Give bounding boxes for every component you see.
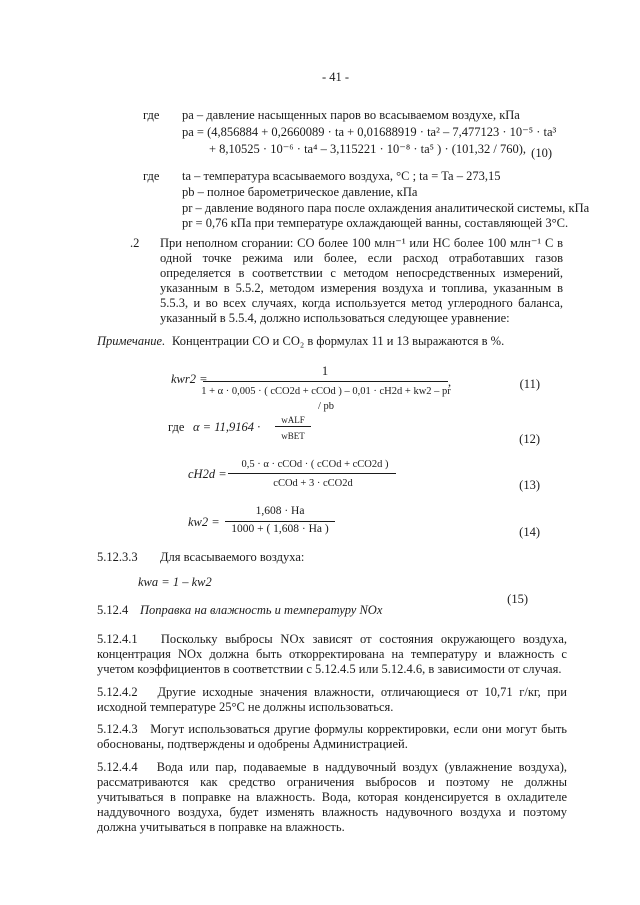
section-5-12-4-2-number: 5.12.4.2 <box>97 685 138 699</box>
equation-number-14: (14) <box>519 525 540 539</box>
equation-number-15: (15) <box>507 592 528 606</box>
eq13-fraction-bar <box>228 473 396 474</box>
eq13-lhs: cH2d = <box>188 467 227 481</box>
eq12-lhs: α = 11,9164 · <box>193 420 261 434</box>
pa-definition: pa – давление насыщенных паров во всасываемом воздухе, кПа <box>182 108 520 122</box>
eq12-fraction-bar <box>275 426 311 427</box>
eq14-lhs: kw2 = <box>188 515 220 529</box>
note-label: Примечание. <box>97 334 166 348</box>
section-5-12-4-4-number: 5.12.4.4 <box>97 760 138 774</box>
eq11-lhs: kwr2 = <box>171 372 208 386</box>
section-5-12-4-4-text: Вода или пар, подаваемые в наддувочный воздух (увлажнение воздуха), рассматриваются как средство ограничения выбросов и поэтому не должны учитываться в поправке на влажность. Вода, которая конденсируется в охладителе наддувочного воздуха, будет изменять влажность надувочного воздуха и поэтому должна учитываться в поправке на влажность. <box>97 760 567 834</box>
pa-formula-line2: + 8,10525 · 10⁻⁶ · ta⁴ – 3,115221 · 10⁻⁸ · ta⁵ ) · (101,32 / 760), <box>209 142 527 156</box>
section-5-12-4-1 <box>97 632 567 677</box>
where-label-1: где <box>143 108 160 122</box>
section-number: .2 <box>130 236 140 250</box>
pr-value: pr = 0,76 кПа при температуре охлаждающей ванны, составляющей 3°C. <box>182 216 569 230</box>
equation-number-10: (10) <box>531 146 552 160</box>
section-5-12-4-title: Поправка на влажность и температуру NOx <box>140 603 383 617</box>
eq12-where-label: где <box>168 420 185 434</box>
pr-definition: pr – давление водяного пара после охлаждения аналитической системы, кПа <box>182 201 590 215</box>
equation-number-12: (12) <box>519 432 540 446</box>
section-5-12-4-4 <box>97 760 567 835</box>
section-paragraph: При неполном сгорании: CO более 100 млн⁻¹ или HC более 100 млн⁻¹ C в одной точке режима или более, если расход отработавших газов определяется в соответствии с методом непосредственных измерений, указанным в 5.5.2, методом измерения воздуха и топлива, указанным в 5.5.3, и во всех случаях, когда используется метод углеродного баланса, указанный в 5.5.4, должно использоваться следующее уравнение: <box>160 236 563 325</box>
where-label-2: где <box>143 169 160 183</box>
section-5-12-3-3-number: 5.12.3.3 <box>97 550 138 564</box>
section-5-12-4-3-text: Могут использоваться другие формулы корректировки, если они могут быть обоснованы, подтверждены и одобрены Администрацией. <box>97 722 568 751</box>
section-5-12-4-number: 5.12.4 <box>97 603 129 617</box>
section-5-12-4-1-number: 5.12.4.1 <box>97 632 138 646</box>
eq14-denominator: 1000 + ( 1,608 · Ha ) <box>231 523 329 535</box>
eq11-fraction-bar <box>203 381 448 382</box>
section-5-12-4-3 <box>97 722 567 752</box>
equation-number-13: (13) <box>519 478 540 492</box>
pa-formula-line1: pa = (4,856884 + 0,2660089 · ta + 0,01688919 · ta² – 7,477123 · 10⁻⁵ · ta³ <box>182 125 557 139</box>
section-5-12-4-2-text: Другие исходные значения влажности, отличающиеся от 10,71 г/кг, при исходной температуре 25°C не должны использоваться. <box>97 685 567 714</box>
page-number: - 41 - <box>322 70 350 84</box>
section-5-12-4-3-number: 5.12.4.3 <box>97 722 138 736</box>
section-5-12-3-3-text: Для всасываемого воздуха: <box>160 550 305 564</box>
note-text: Концентрации CO и CO₂ в формулах 11 и 13 выражаются в %. <box>172 334 505 348</box>
ta-definition: ta – температура всасываемого воздуха, °C ; ta = Ta – 273,15 <box>182 169 501 183</box>
equation-number-11: (11) <box>519 377 540 391</box>
section-5-12-4-1-text: Поскольку выбросы NOx зависят от состояния окружающего воздуха, концентрация NOx должна быть откорректирована на температуру и влажность с учетом коэффициентов в соответствии с 5.12.4.5 или 5.12.4.6, в зависимости от случая. <box>97 632 567 676</box>
eq11-numerator: 1 <box>321 364 329 378</box>
section-5-12-4-2 <box>97 685 567 715</box>
eq11-denominator: 1 + α · 0,005 · ( cCO2d + cCOd ) – 0,01 · cH2d + kw2 – pr / pb <box>201 386 451 412</box>
eq13-numerator: 0,5 · α · cCOd · ( cCOd + cCO2d ) <box>241 459 389 470</box>
eq12-denominator: wBET <box>281 431 305 441</box>
eq13-denominator: cCOd + 3 · cCO2d <box>273 478 353 489</box>
eq12-numerator: wALF <box>281 415 305 425</box>
eq14-numerator: 1,608 · Ha <box>255 505 305 517</box>
eq15-formula: kwa = 1 – kw2 <box>138 575 212 589</box>
pb-definition: pb – полное барометрическое давление, кПа <box>182 185 418 199</box>
eq11-tail: , <box>448 375 452 389</box>
